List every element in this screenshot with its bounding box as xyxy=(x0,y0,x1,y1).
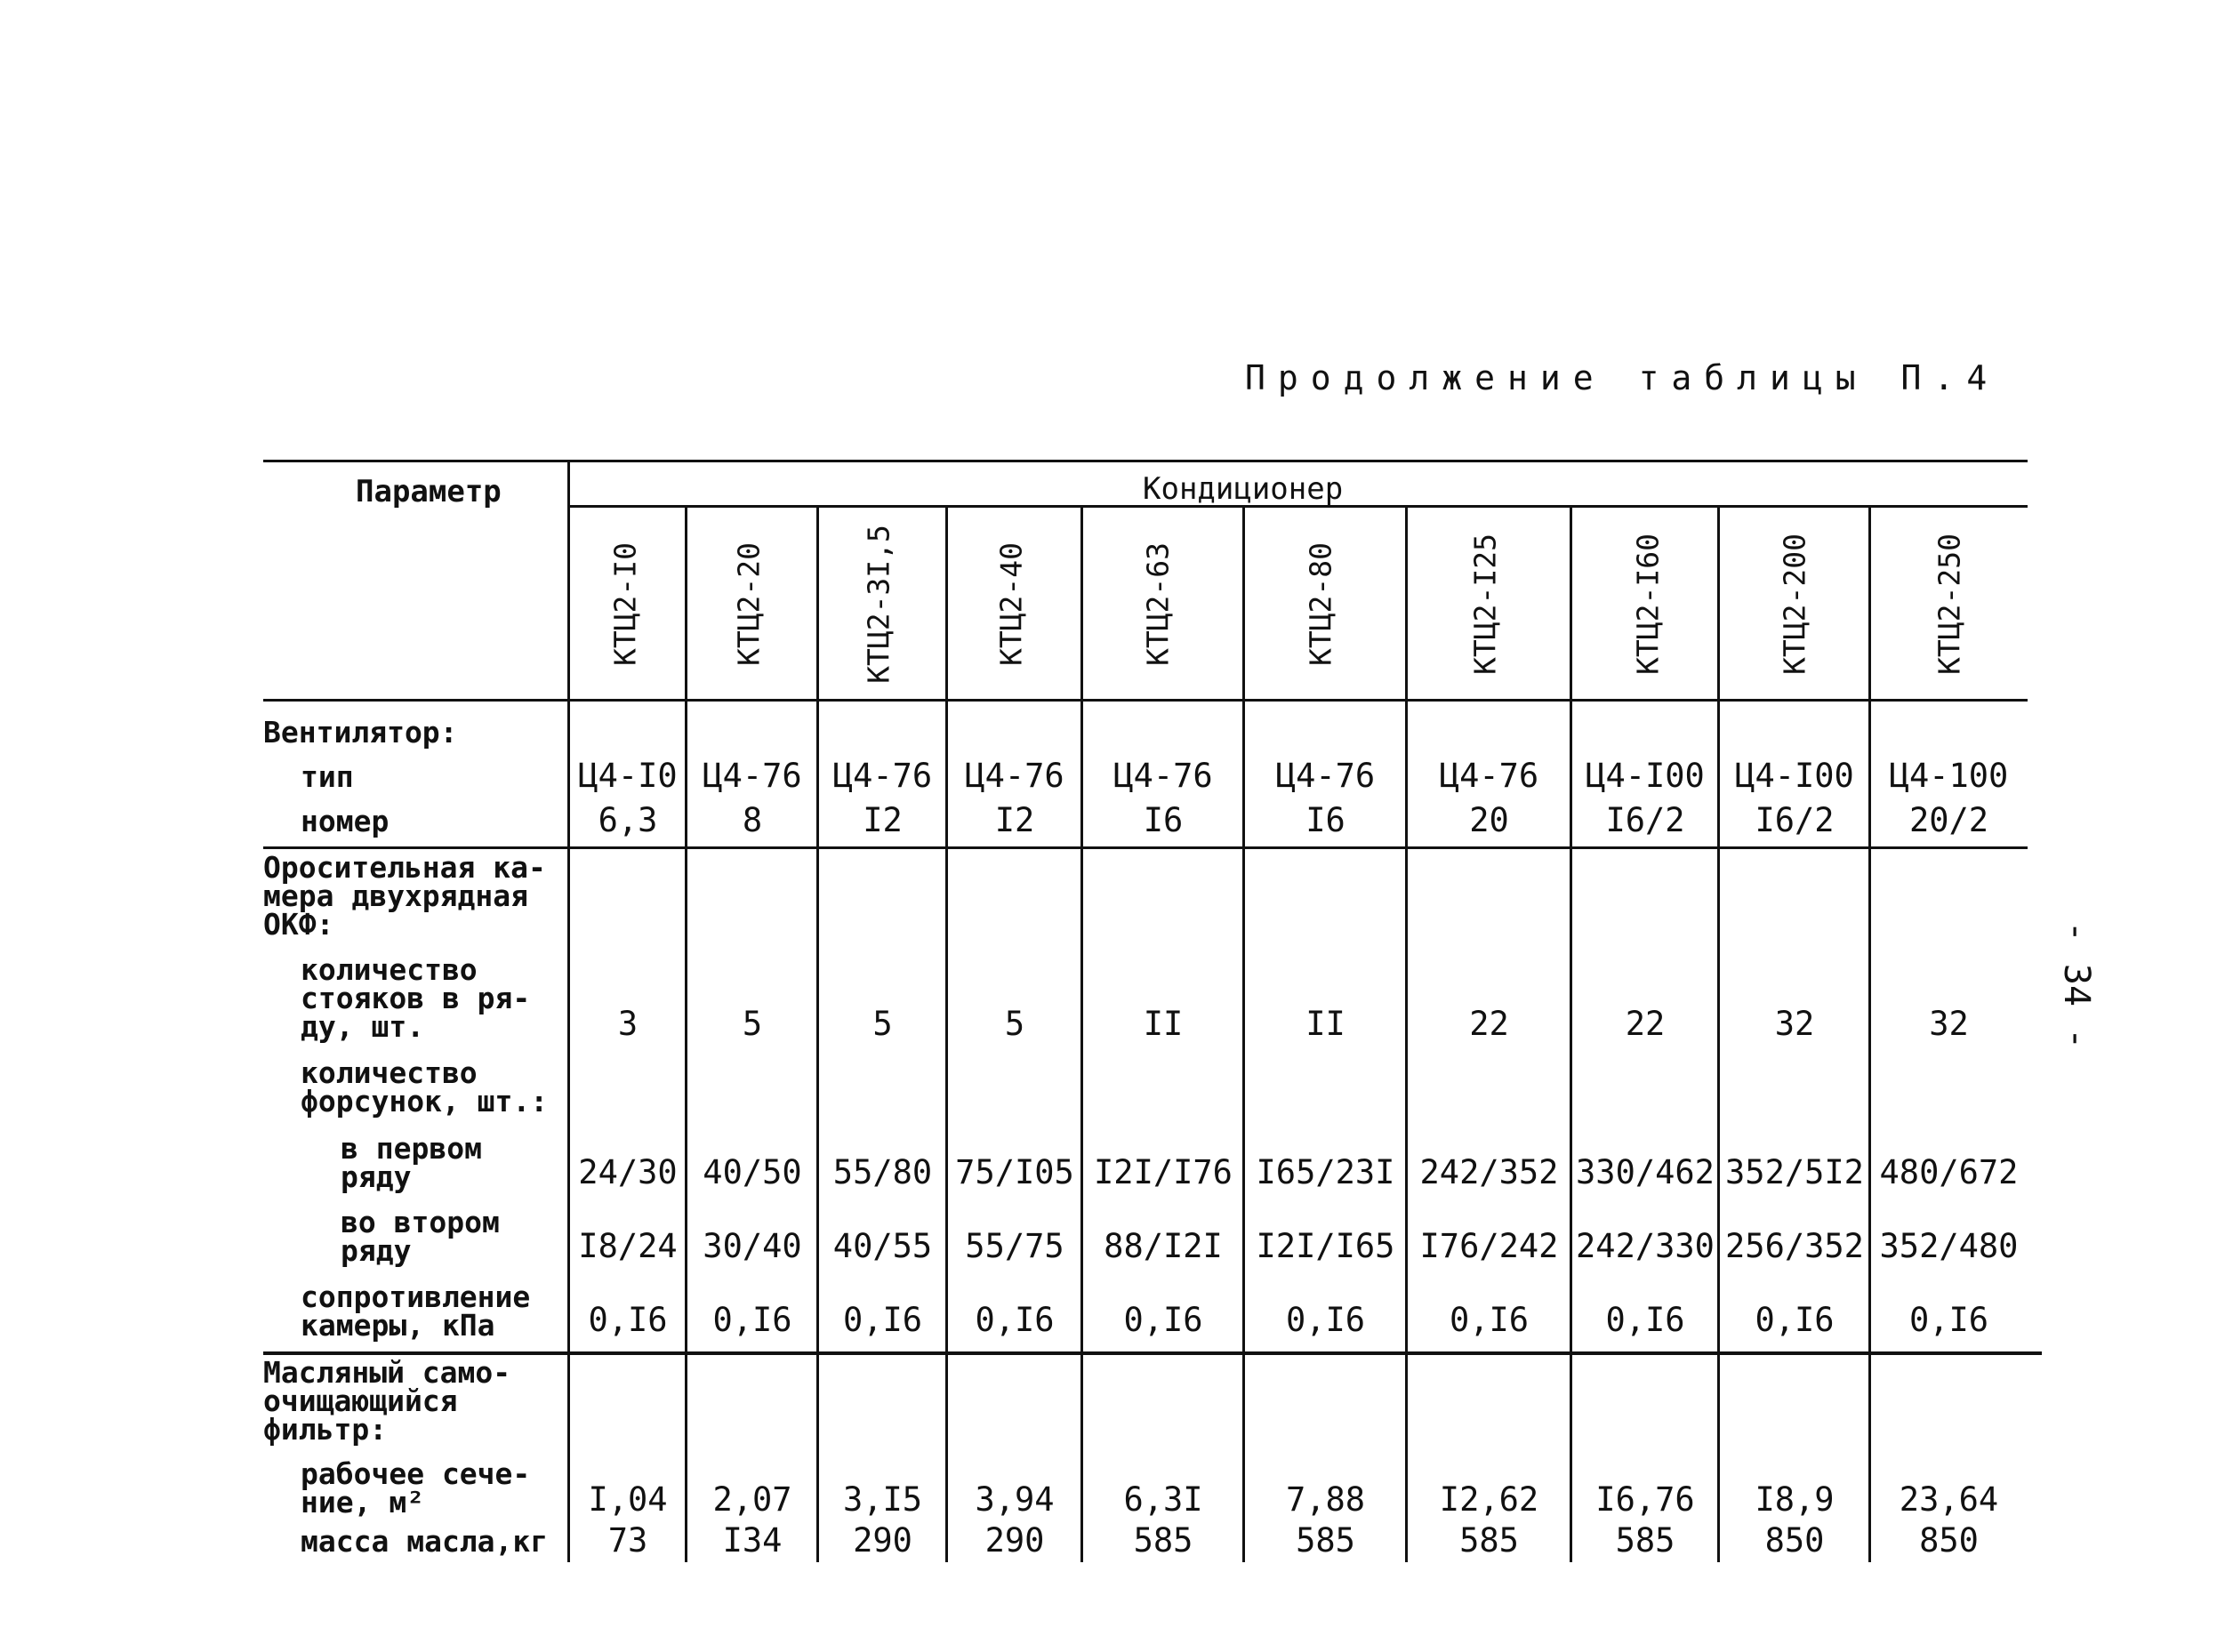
table-cell: 7,88 xyxy=(1285,1480,1366,1519)
table-cell: 0,I6 xyxy=(1285,1301,1366,1339)
table-cell: I2 xyxy=(994,801,1035,839)
model-header: КТЦ2-250 xyxy=(1932,533,1967,675)
table-cell: 88/I2I xyxy=(1104,1227,1223,1265)
table-cell: II xyxy=(1143,1005,1184,1043)
table-cell: Ц4-76 xyxy=(1439,757,1539,795)
table-cell: 850 xyxy=(1919,1521,1979,1560)
page-title: Продолжение таблицы П.4 xyxy=(1245,358,2000,397)
model-header: КТЦ2-3I,5 xyxy=(861,525,896,684)
table-cell: 8 xyxy=(742,801,763,839)
row-label-fan-number: номер xyxy=(301,804,390,838)
table-cell: 0,I6 xyxy=(842,1301,923,1339)
table-cell: 55/80 xyxy=(832,1153,933,1191)
row-label-second-row: ряду xyxy=(341,1233,412,1268)
table-cell: I2I/I76 xyxy=(1094,1153,1233,1191)
rule-under-models xyxy=(263,699,2028,702)
table-cell: 330/462 xyxy=(1576,1153,1715,1191)
table-cell: Ц4-I00 xyxy=(1735,757,1854,795)
table-cell: Ц4-76 xyxy=(703,757,802,795)
row-label-risers: стояков в ря- xyxy=(301,981,531,1015)
model-header: КТЦ2-40 xyxy=(993,541,1029,667)
table-cell: Ц4-I00 xyxy=(1586,757,1705,795)
group-header: Кондиционер xyxy=(1143,471,1344,507)
row-label-working-section: ние, м² xyxy=(301,1485,425,1520)
table-cell: I6 xyxy=(1143,801,1184,839)
table-cell: I6/2 xyxy=(1755,801,1835,839)
table-cell: 3,94 xyxy=(975,1480,1055,1519)
table-cell: 23,64 xyxy=(1899,1480,1999,1519)
table-cell: 290 xyxy=(984,1521,1045,1560)
table-cell: 22 xyxy=(1625,1005,1666,1043)
table-cell: 0,I6 xyxy=(1908,1301,1989,1339)
page-number: - 34 - xyxy=(2056,920,2097,1050)
section-title-filter: очищающийся xyxy=(263,1383,458,1418)
table-cell: 352/5I2 xyxy=(1725,1153,1864,1191)
table-cell: 242/330 xyxy=(1576,1227,1715,1265)
row-label-resistance: сопротивление xyxy=(301,1279,531,1314)
table-cell: 20 xyxy=(1469,801,1509,839)
table-cell: 256/352 xyxy=(1725,1227,1864,1265)
table-cell: I2 xyxy=(863,801,903,839)
table-cell: 0,I6 xyxy=(1123,1301,1203,1339)
table-cell: 0,I6 xyxy=(1449,1301,1530,1339)
model-header: КТЦ2-20 xyxy=(731,541,767,667)
model-header: КТЦ2-I0 xyxy=(607,541,643,667)
table-cell: 290 xyxy=(853,1521,912,1560)
table-cell: 5 xyxy=(742,1005,763,1043)
table-cell: 480/672 xyxy=(1879,1153,2019,1191)
table-cell: 585 xyxy=(1615,1521,1675,1560)
table-cell: 585 xyxy=(1296,1521,1355,1560)
table-cell: 0,I6 xyxy=(1605,1301,1685,1339)
table-cell: Ц4-76 xyxy=(1275,757,1376,795)
table-cell: I76/242 xyxy=(1419,1227,1559,1265)
table-cell: 30/40 xyxy=(703,1227,802,1265)
table-cell: 0,I6 xyxy=(588,1301,668,1339)
table-cell: Ц4-I0 xyxy=(578,757,678,795)
row-label-first-row: ряду xyxy=(341,1159,412,1194)
table-cell: 32 xyxy=(1774,1005,1815,1043)
model-header: КТЦ2-I25 xyxy=(1467,533,1503,675)
table-cell: I34 xyxy=(722,1521,783,1560)
table-cell: 6,3I xyxy=(1123,1480,1203,1519)
table-cell: 73 xyxy=(607,1521,648,1560)
table-cell: 55/75 xyxy=(965,1227,1064,1265)
table-cell: Ц4-76 xyxy=(1113,757,1213,795)
table-cell: 5 xyxy=(872,1005,893,1043)
table-cell: 20/2 xyxy=(1908,801,1989,839)
table-cell: 850 xyxy=(1764,1521,1825,1560)
section-title-chamber: мера двухрядная xyxy=(263,878,529,913)
section-title-chamber: Оросительная ка- xyxy=(263,850,546,885)
table-cell: 3 xyxy=(617,1005,639,1043)
table-cell: 352/480 xyxy=(1879,1227,2019,1265)
section-title-filter: Масляный само- xyxy=(263,1355,511,1390)
table-cell: I6/2 xyxy=(1605,801,1685,839)
rule-top xyxy=(263,460,2028,462)
table-cell: 40/55 xyxy=(832,1227,933,1265)
row-label-second-row: во втором xyxy=(341,1205,500,1239)
table-cell: 2,07 xyxy=(712,1480,792,1519)
table-cell: Ц4-76 xyxy=(832,757,933,795)
table-cell: 32 xyxy=(1929,1005,1969,1043)
model-header: КТЦ2-63 xyxy=(1140,541,1176,667)
table-cell: 24/30 xyxy=(578,1153,678,1191)
table-cell: Ц4-76 xyxy=(965,757,1064,795)
table-cell: Ц4-100 xyxy=(1889,757,2009,795)
table-cell: I8,9 xyxy=(1755,1480,1835,1519)
section-title-chamber: ОКФ: xyxy=(263,907,334,942)
table-cell: II xyxy=(1305,1005,1345,1043)
table-cell: 22 xyxy=(1469,1005,1509,1043)
row-label-risers: количество xyxy=(301,952,478,987)
rule-after-chamber xyxy=(263,1351,2042,1355)
table-cell: 5 xyxy=(1004,1005,1025,1043)
section-title-fan: Вентилятор: xyxy=(263,715,458,750)
table-cell: 585 xyxy=(1459,1521,1519,1560)
rule-after-fan xyxy=(263,846,2028,849)
row-label-first-row: в первом xyxy=(341,1131,482,1166)
table-cell: I2,62 xyxy=(1439,1480,1539,1519)
table-cell: I8/24 xyxy=(578,1227,678,1265)
row-label-nozzles: форсунок, шт.: xyxy=(301,1084,549,1119)
row-label-nozzles: количество xyxy=(301,1055,478,1090)
row-label-resistance: камеры, кПа xyxy=(301,1308,495,1343)
param-header: Параметр xyxy=(356,474,502,509)
table-cell: 0,I6 xyxy=(975,1301,1055,1339)
table-cell: I6,76 xyxy=(1595,1480,1695,1519)
model-header: КТЦ2-80 xyxy=(1303,541,1338,667)
row-label-risers: ду, шт. xyxy=(301,1009,425,1044)
model-header: КТЦ2-I60 xyxy=(1630,533,1666,675)
table-cell: 3,I5 xyxy=(842,1480,923,1519)
row-label-oil-mass: масса масла,кг xyxy=(301,1524,549,1559)
table-cell: I,04 xyxy=(588,1480,668,1519)
table-cell: I6 xyxy=(1305,801,1345,839)
table-cell: 6,3 xyxy=(598,801,658,839)
table-cell: 75/I05 xyxy=(955,1153,1074,1191)
table-cell: 0,I6 xyxy=(1755,1301,1835,1339)
table-cell: 242/352 xyxy=(1419,1153,1559,1191)
table-cell: 0,I6 xyxy=(712,1301,792,1339)
table-cell: I65/23I xyxy=(1256,1153,1395,1191)
table-cell: 40/50 xyxy=(703,1153,802,1191)
row-label-working-section: рабочее сече- xyxy=(301,1456,531,1491)
table-cell: 585 xyxy=(1133,1521,1193,1560)
row-label-fan-type: тип xyxy=(301,759,354,794)
table-cell: I2I/I65 xyxy=(1256,1227,1395,1265)
model-header: КТЦ2-200 xyxy=(1777,533,1812,675)
section-title-filter: фильтр: xyxy=(263,1412,388,1447)
